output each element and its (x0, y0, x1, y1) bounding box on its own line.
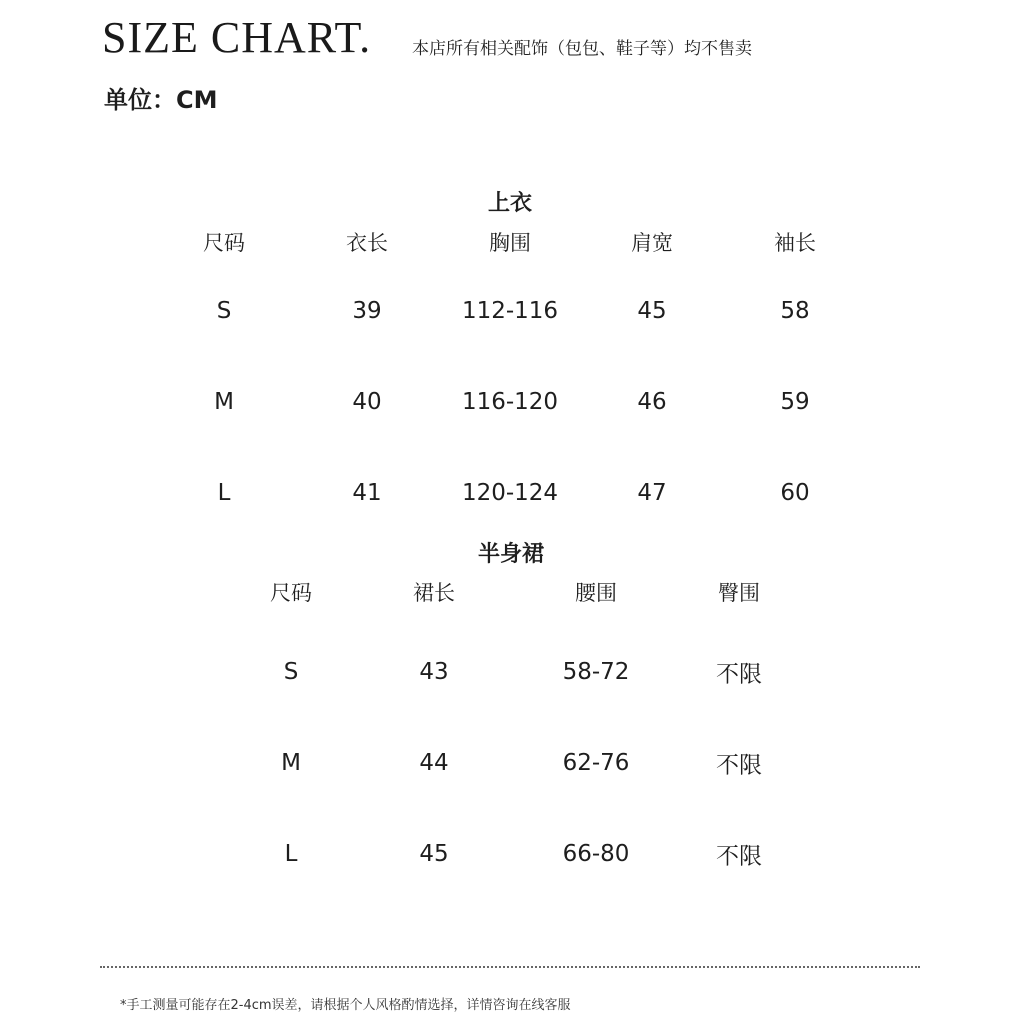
skirt-section-title: 半身裙 (477, 542, 545, 567)
tops-cell-shoulder: 46 (637, 389, 667, 415)
skirt-cell-waist: 58-72 (562, 659, 630, 685)
skirt-cell-waist: 62-76 (562, 750, 630, 776)
tops-cell-sleeve: 60 (780, 480, 810, 506)
measurement-footnote: *手工测量可能存在2-4cm误差，请根据个人风格酌情选择，详情咨询在线客服 (120, 998, 571, 1013)
skirt-cell-size: M (281, 750, 301, 776)
tops-section-title: 上衣 (487, 191, 533, 216)
tops-cell-chest: 112-116 (461, 298, 559, 324)
skirt-col-length: 裙长 (413, 581, 455, 605)
page-title: SIZE CHART. (102, 13, 372, 62)
accessories-note: 本店所有相关配饰（包包、鞋子等）均不售卖 (412, 39, 752, 59)
skirt-cell-size: S (283, 659, 299, 685)
tops-cell-sleeve: 59 (780, 389, 810, 415)
tops-cell-length: 40 (352, 389, 382, 415)
tops-col-length: 衣长 (346, 231, 388, 255)
skirt-cell-length: 43 (419, 659, 449, 685)
tops-cell-sleeve: 58 (780, 298, 810, 324)
skirt-col-hip: 臀围 (718, 581, 760, 605)
tops-cell-size: S (216, 298, 232, 324)
dotted-divider (100, 966, 920, 968)
tops-cell-length: 41 (352, 480, 382, 506)
tops-cell-size: M (214, 389, 234, 415)
tops-col-size: 尺码 (203, 231, 245, 255)
skirt-col-size: 尺码 (270, 581, 312, 605)
tops-cell-size: L (217, 480, 231, 506)
skirt-cell-length: 44 (419, 750, 449, 776)
skirt-col-waist: 腰围 (575, 581, 617, 605)
skirt-cell-waist: 66-80 (562, 841, 630, 867)
tops-cell-shoulder: 45 (637, 298, 667, 324)
tops-col-shoulder: 肩宽 (631, 231, 673, 255)
unit-label: 单位：CM (104, 86, 218, 114)
tops-cell-chest: 120-124 (461, 480, 559, 506)
tops-cell-length: 39 (352, 298, 382, 324)
skirt-cell-length: 45 (419, 841, 449, 867)
tops-col-sleeve: 袖长 (774, 231, 816, 255)
tops-cell-shoulder: 47 (637, 480, 667, 506)
tops-col-chest: 胸围 (489, 231, 531, 255)
skirt-cell-size: L (284, 841, 298, 867)
tops-cell-chest: 116-120 (461, 389, 559, 415)
skirt-cell-hip: 不限 (716, 843, 762, 870)
skirt-cell-hip: 不限 (716, 752, 762, 779)
skirt-cell-hip: 不限 (716, 661, 762, 688)
